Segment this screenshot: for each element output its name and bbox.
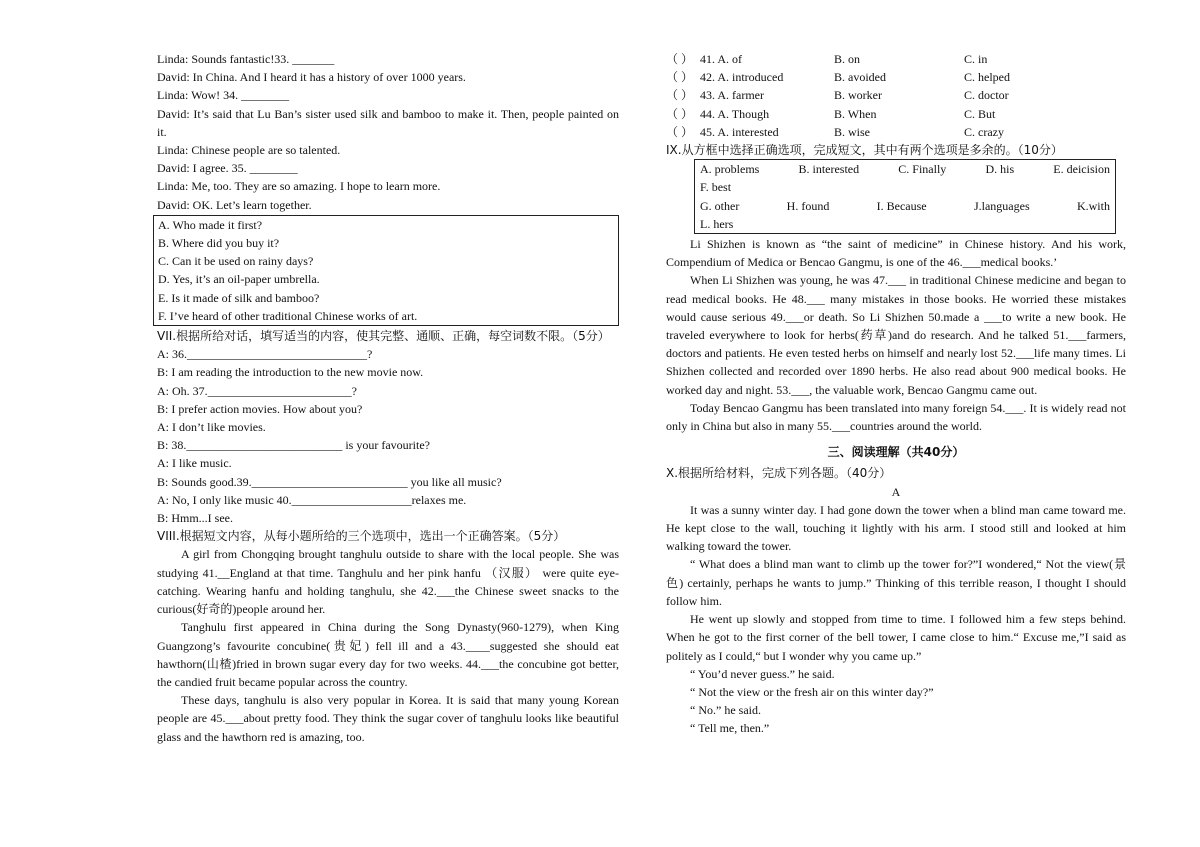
- section-3-heading: 三、阅读理解（共40分）: [827, 445, 965, 460]
- mc-row-42: [666, 68, 1126, 86]
- dialog-line: B: I am reading the introduction to the new movie now.: [157, 365, 424, 380]
- dialog-line-text: David: It’s said that Lu Ban’s sister used silk and bamboo to make it. Then, people painted on it.: [157, 106, 619, 139]
- option-c: C. But: [964, 106, 996, 121]
- options-box-1: [153, 215, 619, 326]
- dialog-line: A: Oh. 37.________________________?: [157, 383, 357, 398]
- box-option: B. interested: [798, 162, 860, 177]
- dialog-line: Linda: Chinese people are so talented.: [157, 143, 341, 158]
- option-b: B. avoided: [834, 70, 886, 85]
- dialog-line: B: Hmm...I see.: [157, 511, 233, 526]
- dialog-line: B: 38.__________________________ is your favourite?: [157, 438, 430, 453]
- box-option: L. hers: [700, 216, 734, 231]
- paragraph: Today Bencao Gangmu has been translated into many foreign 54.___. It is widely read not only in China but also in many 55.___countries around the world.: [666, 400, 1126, 434]
- right-column: [666, 50, 1126, 738]
- box-option: G. other: [700, 198, 740, 213]
- left-column: [157, 50, 619, 746]
- option-a: A. Who made it first?: [158, 217, 263, 232]
- option-c: C. Can it be used on rainy days?: [158, 254, 314, 269]
- mc-row-41: [666, 50, 1126, 68]
- mc-row-43: [666, 86, 1126, 104]
- box-option: E. deicision: [1053, 162, 1110, 177]
- box-option: I. Because: [876, 198, 927, 213]
- box-row: [700, 197, 1110, 215]
- option-a: 45. A. interested: [700, 124, 779, 139]
- option-b: B. wise: [834, 124, 870, 139]
- mc-row-45: [666, 123, 1126, 141]
- passage-label: A: [891, 484, 901, 499]
- paragraph: Li Shizhen is known as “the saint of medicine” in Chinese history. And his work, Compendium of Medica or Bencao Gangmu, is one of the 46.___medical books.’: [666, 237, 1126, 270]
- section-10-title: X.根据所给材料，完成下列各题。（40分）: [666, 466, 892, 481]
- option-b: B. When: [834, 106, 877, 121]
- option-d: D. Yes, it’s an oil-paper umbrella.: [158, 272, 320, 287]
- dialog-line: A: No, I only like music 40.____________________relaxes me.: [157, 492, 467, 507]
- option-f: F. I’ve heard of other traditional Chinese works of art.: [158, 308, 418, 323]
- box-option: K.with: [1076, 198, 1110, 213]
- option-c: C. crazy: [964, 124, 1004, 139]
- section-7-title-text: VII.根据所给对话，填写适当的内容，使其完整、通顺、正确，每空词数不限。（5分）: [157, 329, 610, 344]
- dialog-line: Linda: Sounds fantastic!33. _______: [157, 52, 335, 66]
- option-e: E. Is it made of silk and bamboo?: [158, 290, 320, 305]
- option-a: 41. A. of: [700, 52, 742, 66]
- paragraph: Tanghulu first appeared in China during the Song Dynasty(960-1279), when King Guangzong’s favourite concubine(贵妃) fell ill and a 43.____suggested she should eat hawthorn(山楂)fried in brown sugar every day for two weeks. 44.___the concubine got better, the candied fruit became popular across the country.: [157, 620, 619, 689]
- dialog-1: [157, 50, 619, 214]
- dialog-line: A: 36.______________________________?: [157, 347, 373, 362]
- paragraph: A girl from Chongqing brought tanghulu outside to share with the local people. She was studying 41.__England at that time. Tanghulu and her pink hanfu （汉服） were quite eye-catching. Wearing hanfu and holding tanghulu, she 42.___the Chinese sweet snacks to the curious(好奇的)people around her.: [157, 547, 619, 617]
- box-option: C. Finally: [898, 162, 947, 177]
- answer-paren[interactable]: （ ）: [666, 124, 694, 139]
- dialog-line: B: Sounds good.39.__________________________ you like all music?: [157, 474, 502, 489]
- box-option: A. problems: [700, 162, 760, 177]
- paragraph: He went up slowly and stopped from time to time. I followed him a few steps behind. When he got to the first corner of the bell tower, I came close to him.“ Excuse me,”I said as politely as I could,“ but I wonder why you came up.”: [666, 612, 1126, 663]
- section-9-title: IX.从方框中选择正确选项，完成短文，其中有两个选项是多余的。（10分）: [666, 143, 1063, 158]
- paragraph: “ Tell me, then.”: [690, 721, 770, 736]
- option-b: B. Where did you buy it?: [158, 236, 280, 251]
- section-7-dialog: [157, 345, 619, 527]
- mc-row-44: [666, 105, 1126, 123]
- option-c: C. doctor: [964, 88, 1009, 103]
- dialog-line: David: I agree. 35. ________: [157, 161, 298, 176]
- option-c: C. in: [964, 52, 988, 66]
- box-option: H. found: [786, 198, 830, 213]
- dialog-line: A: I don’t like movies.: [157, 420, 266, 435]
- section-8-passage: [157, 545, 619, 745]
- option-b: B. worker: [834, 88, 882, 103]
- dialog-line: David: OK. Let’s learn together.: [157, 197, 312, 212]
- box-row: [700, 160, 1110, 178]
- paragraph: These days, tanghulu is also very popular in Korea. It is said that many young Korean people are 45.___about pretty food. They think the sugar cover of tanghulu looks like beautiful glass and the hawthorn red is amazing, too.: [157, 693, 619, 744]
- section-7-title: [157, 327, 619, 345]
- dialog-line: [157, 105, 619, 141]
- paragraph: “ What does a blind man want to climb up the tower for?”I wondered,“ Not the view(景色) certainly, perhaps he wants to jump.” Thinking of this terrible reason, I thought I should follow him.: [666, 557, 1126, 608]
- box-option: J.languages: [973, 198, 1030, 213]
- paragraph: When Li Shizhen was young, he was 47.___ in traditional Chinese medicine and began to read medical books. He 48.___ many mistakes in those books. He worried these mistakes would cause serious 49.___or death. So Li Shizhen 50.made a ___to write a new book. He traveled everywhere to look for herbs(药草)and do research. And he talked 51.___farmers, doctors and patients. He even tested herbs on himself and nearly lost 52.___life many times. Li Shizhen collected and recorded over 1890 herbs. He also read about 900 medical books. He worked day and night. 53.___, the valuable work, Bencao Gangmu came out.: [666, 273, 1126, 397]
- paragraph: “ You’d never guess.” he said.: [690, 666, 835, 681]
- dialog-line: B: I prefer action movies. How about you?: [157, 401, 363, 416]
- options-box-2: [694, 159, 1116, 234]
- box-option: F. best: [700, 180, 732, 195]
- option-a: 43. A. farmer: [700, 88, 764, 103]
- answer-paren[interactable]: （ ）: [666, 106, 694, 121]
- option-b: B. on: [834, 52, 861, 66]
- multiple-choice-list: [666, 50, 1126, 141]
- paragraph: “ Not the view or the fresh air on this winter day?”: [690, 684, 934, 699]
- section-9-passage: [666, 235, 1126, 435]
- dialog-line: David: In China. And I heard it has a history of over 1000 years.: [157, 70, 466, 85]
- answer-paren[interactable]: （ ）: [666, 52, 694, 66]
- reading-passage-a: [666, 501, 1126, 738]
- dialog-line: A: I like music.: [157, 456, 232, 471]
- box-option: D. his: [985, 162, 1015, 177]
- option-a: 42. A. introduced: [700, 70, 784, 85]
- dialog-line: Linda: Wow! 34. ________: [157, 88, 290, 103]
- option-c: C. helped: [964, 70, 1010, 85]
- dialog-line: Linda: Me, too. They are so amazing. I hope to learn more.: [157, 179, 441, 194]
- paragraph: It was a sunny winter day. I had gone down the tower when a blind man came toward me. He kept close to the wall, touching it lightly with his arm. I stood still and looked at him walking toward the tower.: [666, 502, 1126, 554]
- answer-paren[interactable]: （ ）: [666, 70, 694, 85]
- option-a: 44. A. Though: [700, 106, 770, 121]
- section-8-title: VIII.根据短文内容，从每小题所给的三个选项中，选出一个正确答案。（5分）: [157, 529, 566, 544]
- answer-paren[interactable]: （ ）: [666, 88, 694, 103]
- paragraph: “ No.” he said.: [690, 703, 761, 718]
